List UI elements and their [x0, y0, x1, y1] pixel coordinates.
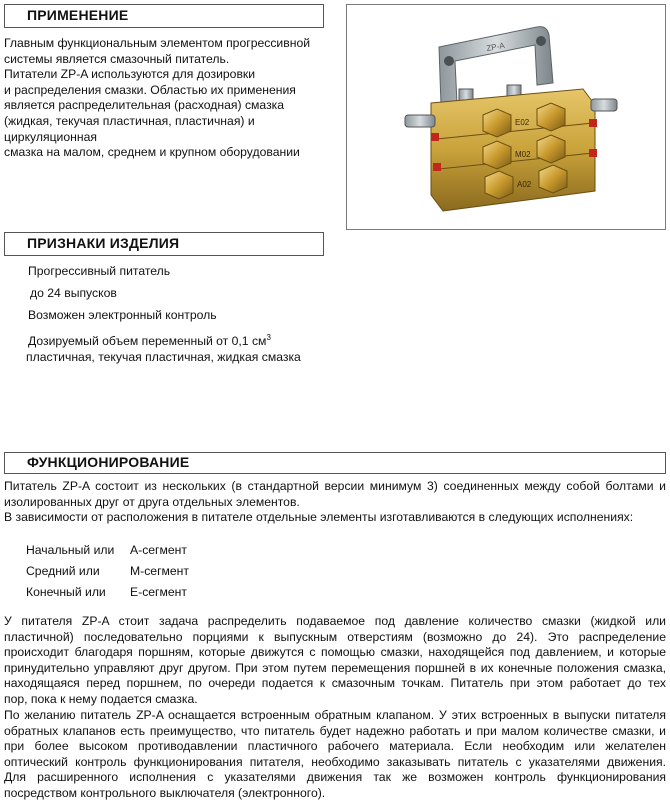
- inlet-fitting: [405, 115, 435, 127]
- feature-item: Возможен электронный контроль: [28, 308, 217, 322]
- red-seal: [433, 163, 441, 171]
- segment-name: Начальный или: [26, 543, 115, 557]
- paragraph-line: обратных клапанов есть преимущество, что питатель будет надежно работать и при малом количестве смазки, и: [4, 723, 666, 738]
- red-seal: [431, 133, 439, 141]
- feature-item: Прогрессивный питатель: [28, 264, 171, 278]
- feature-item: пластичная, текучая пластичная, жидкая смазка: [26, 350, 301, 364]
- paragraph-line: пластичной) последовательно порциями к выпускным отверстиям (возможно до 24). Это распределение: [4, 629, 666, 644]
- segment-type: А-сегмент: [130, 543, 187, 557]
- segment-row: [26, 543, 187, 557]
- segment-type: М-сегмент: [130, 564, 189, 578]
- paragraph-line: У питателя ZP-A стоит задача распределить подаваемое под давление количество смазки (жидкой или: [4, 614, 666, 628]
- svg-text:ZP-A: ZP-A: [485, 40, 506, 53]
- red-seal: [589, 149, 597, 157]
- outlet-label-e: E02: [515, 118, 530, 127]
- segment-row: [26, 564, 189, 578]
- features-title: ПРИЗНАКИ ИЗДЕЛИЯ: [27, 235, 180, 251]
- bracket-hole-icon: [444, 56, 454, 66]
- intro-line: Питатель ZP-A состоит из нескольких (в стандартной версии минимум 3) соединенных между собой болтами и: [4, 479, 666, 493]
- features-header: [4, 232, 324, 256]
- application-line: системы является смазочный питатель.: [4, 51, 230, 66]
- progressive-divider-image: [347, 5, 665, 229]
- application-text: [4, 36, 344, 161]
- function-title: ФУНКЦИОНИРОВАНИЕ: [27, 454, 190, 470]
- application-line: смазка на малом, среднем и крупном оборудовании: [4, 145, 300, 160]
- paragraph-line: принудительно управляют друг другом. При этом путем перемещения поршней в их конечные положения смазка,: [4, 660, 666, 675]
- paragraph-line: при более высоком противодавлении пластичного рабочего материала. Если необходим или желателен: [4, 739, 666, 754]
- segment-type: Е-сегмент: [130, 585, 187, 599]
- paragraph-line: происходит благодаря поршням, которые движутся с помощью смазки, находящейся под давлением, и которые: [4, 645, 666, 660]
- intro-line: В зависимости от расположения в питателе отдельные элементы изготавливаются в следующих исполнениях:: [4, 510, 634, 525]
- paragraph-line: находящаяся перед поршнем, по очереди подается к смазочным точкам. Питатель при этом работает до тех: [4, 676, 666, 691]
- intro-line: изолированных друг от друга отдельных элементов.: [4, 494, 300, 509]
- paragraph-line: Для расширенного исполнения с указателями движения так же возможен контроль функционирования: [4, 770, 666, 785]
- paragraph-line: пор, пока к нему подается смазка.: [4, 691, 198, 706]
- application-line: (жидкая, текучая пластичная, пластичная) и циркуляционная: [4, 113, 255, 144]
- application-line: Питатели ZP-A используются для дозировки: [4, 67, 256, 82]
- red-seal: [589, 119, 597, 127]
- outlet-label-a: A02: [517, 180, 532, 189]
- inlet-fitting: [591, 99, 617, 111]
- function-paragraph-2: [4, 708, 666, 802]
- application-header: [4, 4, 324, 28]
- function-intro: [4, 479, 666, 526]
- outlet-label-m: M02: [515, 150, 531, 159]
- application-title: ПРИМЕНЕНИЕ: [27, 7, 129, 23]
- segment-name: Средний или: [26, 564, 100, 578]
- paragraph-line: посредством контрольного выключателя (электронного).: [4, 785, 326, 800]
- paragraph-line: По желанию питатель ZP-A оснащается встроенным обратным клапаном. У этих встроенных в выпуски питателя: [4, 708, 666, 722]
- application-line: Главным функциональным элементом прогрессивной: [4, 36, 311, 50]
- paragraph-line: оптический контроль функционирования питателя, необходимо заказывать питатель с указателями движения.: [4, 754, 666, 769]
- function-header: [4, 452, 666, 474]
- segment-row: [26, 585, 187, 599]
- function-paragraph-1: [4, 614, 666, 708]
- application-line: является распределительная (расходная) смазка: [4, 98, 285, 113]
- segment-name: Конечный или: [26, 585, 106, 599]
- bracket-hole-icon: [536, 36, 546, 46]
- feature-item: до 24 выпусков: [30, 286, 117, 300]
- application-line: и распределения смазки. Областью их применения: [4, 82, 296, 97]
- cubic-superscript: 3: [266, 333, 271, 342]
- product-photo-frame: [346, 4, 666, 230]
- feature-item: Дозируемый объем переменный от 0,1 $см^3$: [28, 333, 271, 349]
